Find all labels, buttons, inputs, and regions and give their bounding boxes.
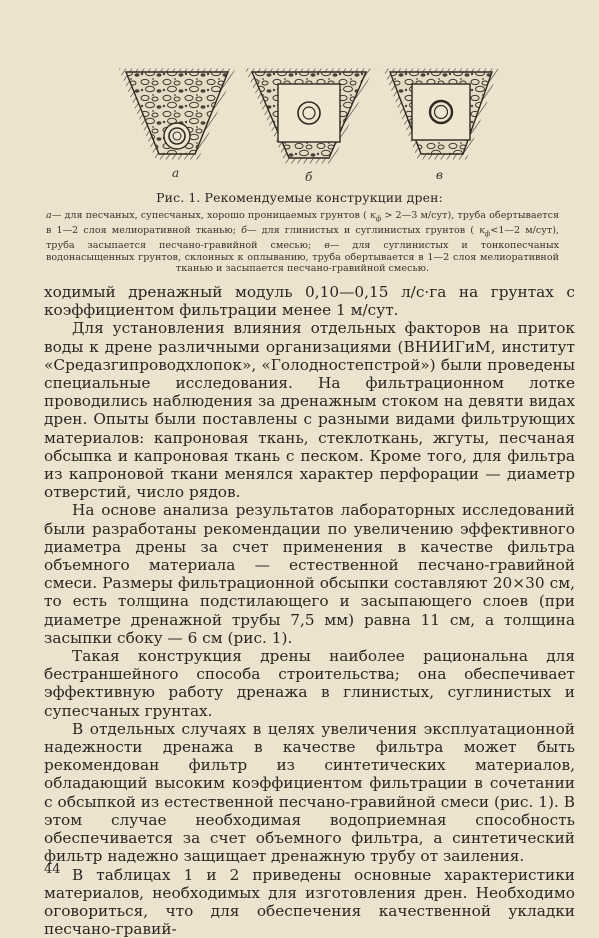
figure-caption-title: Рис. 1. Рекомендуемые конструкции дрен: xyxy=(0,190,599,205)
paragraph-2: Для установления влияния отдельных факторов на приток воды к дрене различными организациями (ВНИИГиМ, институт «Средазгипроводхлопок», «Голодностепстрой») были проведены специальные исследования. На фильтрационном лотке проводились наблюдения за дренажным стоком на девяти видах дрен. Опыты были поставлены с разными видами фильтрующих материалов: капроновая ткань, стеклоткань, жгуты, песчаная обсыпка и капроновая ткань с песком. Кроме того, для фильтра из капроновой ткани менялся характер перфорации — диаметр отверстий, число рядов. xyxy=(44,319,575,501)
legend-text-a-2: > 2—3 м/сут), труба обертывается в 1—2 слоя мелиоративной тканью; xyxy=(46,210,559,236)
legend-kf-a: $к_ф$ xyxy=(370,210,381,221)
paragraph-3: На основе анализа результатов лабораторных исследований были разработаны рекомендации по увеличению эффективного диаметра дрены за счет применения в качестве фильтра объемного материала — естественной песчано-гравийной смеси. Размеры фильтрационной обсыпки составляют 20×30 см, то есть толщина подстилающего и засыпающего слоев (при диаметре дренажной трубы 7,5 мм) равна 11 см, а толщина засыпки сбоку — 6 см (рис. 1). xyxy=(44,501,575,647)
legend-text-b-2: <1—2 м/сут), труба засыпается песчано-гравийной смесью; xyxy=(46,225,559,251)
page-number: 44 xyxy=(44,862,61,877)
drain-diagrams xyxy=(118,62,498,182)
legend-key-a: а xyxy=(46,210,52,221)
legend-key-b: б xyxy=(241,225,247,236)
paragraph-1: ходимый дренажный модуль 0,10—0,15 л/с·га на грунтах с коэффициентом фильтрации менее 1 м/сут. xyxy=(44,283,575,319)
body-text xyxy=(44,283,575,938)
figure-legend xyxy=(46,210,559,274)
paragraph-5: В отдельных случаях в целях увеличения эксплуатационной надежности дренажа в качестве фильтра может быть рекомендован фильтр из синтетических материалов, обладающий высоким коэффициентом фильтрации в сочетании с обсыпкой из естественной песчано-гравийной смеси (рис. 1). В этом случае необходимая водоприемная способность обеспечивается за счет объемного фильтра, а синтетический фильтр надежно защищает дренажную трубу от заиления. xyxy=(44,720,575,866)
drain-a xyxy=(124,72,230,156)
figure-sublabel-b: б xyxy=(305,170,312,184)
legend-key-v: в xyxy=(324,240,330,251)
legend-text-b-1: — для глинистых и суглинистых грунтов ( xyxy=(247,225,474,236)
legend-text-a-1: — для песчаных, супесчаных, хорошо проницаемых грунтов ( xyxy=(52,210,367,221)
drain-v xyxy=(388,72,494,156)
figure-sublabel-v: в xyxy=(436,168,443,182)
legend-text-v: — для суглинистых и тонкопесчаных водонасыщенных грунтов, склонных к оплыванию, труба обертывается в 1—2 слоя мелиоративной тканью и засыпается песчано-гравийной смесью. xyxy=(46,240,559,274)
figure-sublabel-a: а xyxy=(172,166,179,180)
legend-kf-b: $к_ф$ xyxy=(479,225,490,236)
drain-construction-figure xyxy=(118,62,498,182)
paragraph-6: В таблицах 1 и 2 приведены основные характеристики материалов, необходимых для изготовления дрен. Необходимо оговориться, что для обеспечения качественной укладки песчано-гравий- xyxy=(44,866,575,938)
paragraph-4: Такая конструкция дрены наиболее рациональна для бестраншейного способа строительства; она обеспечивает эффективную работу дренажа в глинистых, суглинистых и супесчаных грунтах. xyxy=(44,647,575,720)
drain-b xyxy=(250,72,368,160)
